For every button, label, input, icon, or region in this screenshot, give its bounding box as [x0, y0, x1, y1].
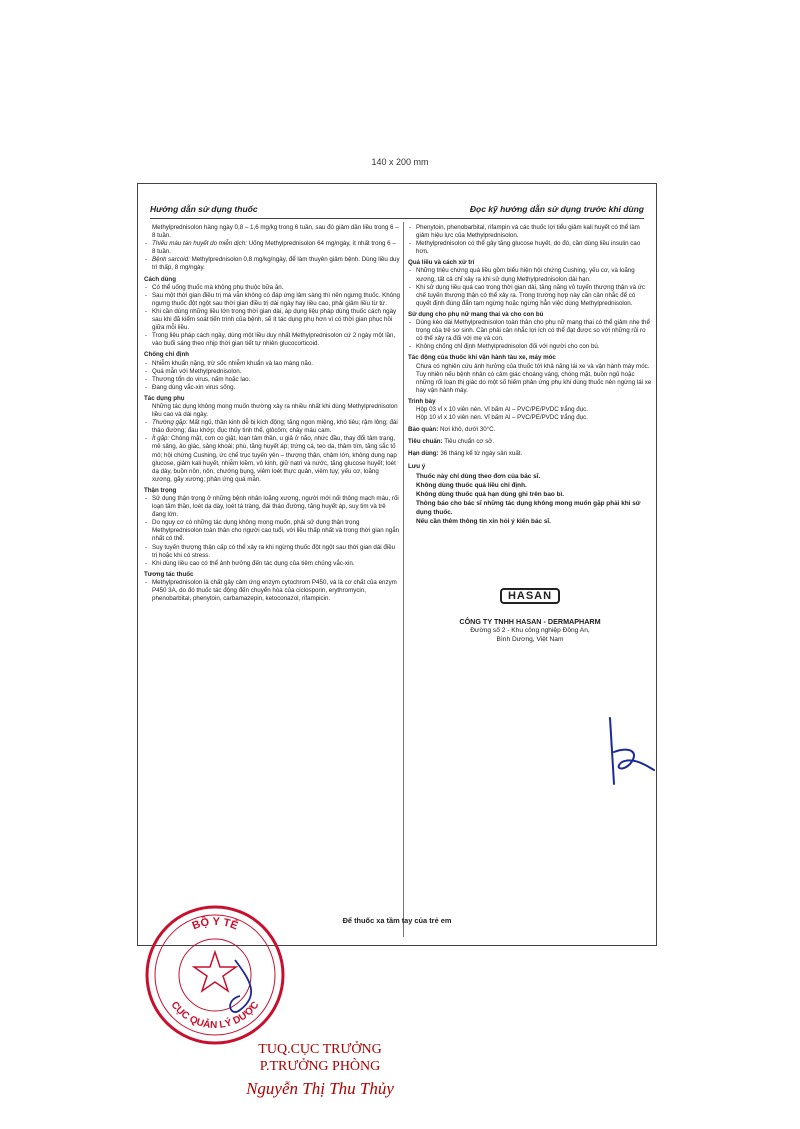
list-item: - Nhiễm khuẩn nặng, trừ sốc nhiễm khuẩn và lao màng não. — [144, 360, 400, 368]
side-effects-common-text: Mất ngủ, thần kinh dễ bị kích động; tăng ngon miệng, khó tiêu; rậm lông; đái tháo đường; đau khớp; đục thủy tinh thể, glôcôm; chảy máu cam. — [152, 419, 398, 435]
dose-tail: Methylprednisolon hàng ngày 0,8 – 1,6 mg/kg trong 6 tuần, sau đó giảm dần liều trong 6 – 8 tuần. — [152, 224, 399, 240]
leaflet-header — [150, 204, 644, 219]
standard-text: Tiêu chuẩn cơ sở. — [444, 438, 495, 446]
side-effects-common-label: Thường gặp: — [152, 419, 188, 427]
list-item: - Sau một thời gian điều trị mà vẫn không có đáp ứng lâm sàng thì nên ngưng thuốc. Không ngưng thuốc đột ngột sau thời gian điều trị dài ngày hay liều cao, phải giảm liều từ từ. — [144, 292, 400, 308]
section-title-notes: Lưu ý — [408, 463, 426, 471]
list-item: - Sử dụng thận trọng ở những bệnh nhân loãng xương, người mới nối thông mạch máu, rối loạn tâm thần, loét dạ dày, loét tá tràng, đái tháo đường, tăng huyết áp, suy tim và trẻ đang lớn. — [144, 495, 400, 519]
approval-subtitle: P.TRƯỞNG PHÒNG — [259, 1059, 381, 1074]
left-column — [144, 224, 400, 603]
side-effects-rare-text: Chóng mặt, cơn co giật, loạn tâm thần, u giả ở não, nhức đầu, thay đổi tâm trạng, mê sảng, ảo giác, sảng khoái; phù, tăng huyết áp; trứng cá, teo da, thâm tím, tăng sắc tố mô; hội chứng Cushing, ức chế trục tuyến yên – thượng thận, chậm lớn, không dung nạp glucose, giảm kali huyết, nhiễm kiềm, vô kinh, giữ natri và nước, tăng glucose huyết; loét dạ dày, buồn nôn, nôn, chướng bụng, viêm loét thực quản, viêm tụy; yếu cơ, loãng xương, gãy xương; phản ứng quá mẫn. — [152, 435, 397, 483]
section-title-contraindications: Chống chỉ định — [144, 351, 190, 359]
side-effects-intro: Những tác dụng không mong muốn thường xảy ra nhiều nhất khi dùng Methylprednisolon liều cao và dài ngày. — [152, 402, 398, 419]
list-item: - Trong liệu pháp cách ngày, dùng một liều duy nhất Methylprednisolon cứ 2 ngày một lần, vào buổi sáng theo nhịp thời gian tiết tự nhiên glucocorticoid. — [144, 332, 400, 348]
section-title-overdose: Quá liều và cách xử trí — [408, 259, 475, 267]
size-label: 140 x 200 mm — [371, 157, 429, 167]
expiry-label: Hạn dùng: — [408, 450, 439, 458]
section-title-packaging: Trình bày — [408, 397, 436, 405]
approver-name: Nguyễn Thị Thu Thủy — [246, 1079, 394, 1098]
note-line: Nếu cần thêm thông tin xin hỏi ý kiến bác sĩ. — [416, 517, 551, 525]
dose-item — [144, 256, 400, 272]
header-left-title: Hướng dẫn sử dụng thuốc — [150, 204, 258, 214]
packaging-line: Hộp 03 vỉ x 10 viên nén. Vỉ bấm Al – PVC/PE/PVDC trắng đục. — [416, 405, 588, 413]
company-address-line1: Đường số 2 - Khu công nghiệp Đồng An, — [470, 626, 590, 634]
packaging-line: Hộp 10 vỉ x 10 viên nén. Vỉ bấm Al – PVC/PE/PVDC trắng đục. — [416, 414, 588, 422]
dose-item-label: Thiếu máu tán huyết do miễn dịch: — [152, 240, 247, 248]
section-title-driving: Tác động của thuốc khi vận hành tàu xe, máy móc — [408, 354, 556, 362]
list-item: - Có thể uống thuốc mà không phụ thuộc bữa ăn. — [144, 284, 400, 292]
side-effects-rare — [144, 435, 400, 484]
section-title-caution: Thận trọng — [144, 486, 177, 494]
list-item: - Khi cần dùng những liều lớn trong thời gian dài, áp dụng liệu pháp dùng thuốc cách ngày sau khi đã kiểm soát tiến trình của bệnh, sẽ ít tác dụng phụ hơn vì có thời gian phục hồi giữa mỗi liều. — [144, 308, 400, 332]
company-name: CÔNG TY TNHH HASAN - DERMAPHARM — [459, 616, 601, 626]
note-line: Không dùng thuốc quá hạn dùng ghi trên bao bì. — [416, 490, 565, 498]
note-line: Thông báo cho bác sĩ những tác dụng không mong muốn gặp phải khi sử dụng thuốc. — [416, 499, 641, 516]
header-right-title: Đọc kỹ hướng dẫn sử dụng trước khi dùng — [469, 204, 644, 214]
standard — [408, 438, 652, 446]
dose-item-text: Uống Methylprednisolon 64 mg/ngày, ít nhất trong 6 – 8 tuần. — [152, 240, 396, 256]
driving-text: Chưa có nghiên cứu ảnh hưởng của thuốc tới khả năng lái xe và vận hành máy móc. Tuy nhiên nếu bệnh nhân có cảm giác choáng váng, chóng mặt, buồn ngủ hoặc những rối loạn thị giác do một số hiếm phản ứng phụ khi dùng thuốc nên ngừng lái xe hay vận hành máy. — [416, 362, 652, 394]
company-address-line2: Bình Dương, Việt Nam — [496, 635, 564, 643]
storage-label: Bảo quản: — [408, 426, 439, 434]
stamp-top-text: BỘ Y TẾ — [190, 915, 240, 933]
footer-warning: Để thuốc xa tầm tay của trẻ em — [342, 916, 452, 925]
side-effects-rare-label: Ít gặp: — [152, 435, 170, 443]
dose-item — [144, 240, 400, 256]
list-item: - Đang dùng vắc-xin virus sống. — [144, 384, 400, 392]
note-line: Không dùng thuốc quá liều chỉ định. — [416, 481, 527, 489]
list-item: - Do nguy cơ có những tác dụng không mong muốn, phải sử dụng thận trọng Methylprednisolon toàn thân cho người cao tuổi, với liều thấp nhất và trong thời gian ngắn nhất có thể. — [144, 519, 400, 543]
list-item: - Thương tổn do virus, nấm hoặc lao. — [144, 376, 400, 384]
list-item: - Methylprednisolon có thể gây tăng glucose huyết, do đó, cần dùng liều insulin cao hơn. — [408, 240, 652, 256]
list-item: - Không chống chỉ định Methylprednisolon đối với người cho con bú. — [408, 343, 652, 351]
expiry-text: 36 tháng kể từ ngày sản xuất. — [440, 450, 523, 458]
list-item: - Suy tuyến thượng thận cấp có thể xảy ra khi ngừng thuốc đột ngột sau thời gian dài điều trị hoặc khi có stress. — [144, 544, 400, 560]
side-effects-common — [144, 419, 400, 435]
list-item: - Dùng kéo dài Methylprednisolon toàn thân cho phụ nữ mang thai có thể giảm nhẹ thể trọng của trẻ sơ sinh. Cần phải cân nhắc lợi ích có thể đạt được so với những rủi ro có thể xảy ra đối với mẹ và con. — [408, 319, 652, 343]
dose-item-text: Methylprednisolon 0,8 mg/kg/ngày, để làm thuyên giảm bệnh. Dùng liều duy trì thấp, 8 mg/ngày. — [152, 256, 400, 272]
approval-title: TUQ.CỤC TRƯỞNG — [258, 1042, 382, 1057]
section-title-pregnancy: Sử dụng cho phụ nữ mang thai và cho con bú — [408, 310, 544, 318]
section-title-side-effects: Tác dụng phụ — [144, 394, 185, 402]
leaflet — [137, 183, 657, 946]
section-title-interactions: Tương tác thuốc — [144, 570, 194, 578]
section-title-admin: Cách dùng — [144, 275, 176, 283]
list-item: - Phenytoin, phenobarbital, rifampin và các thuốc lợi tiểu giảm kali huyết có thể làm giảm hiệu lực của Methylprednisolon. — [408, 224, 652, 240]
column-divider — [403, 222, 404, 937]
storage — [408, 426, 652, 434]
list-item: - Quá mẫn với Methylprednisolon. — [144, 368, 400, 376]
storage-text: Nơi khô, dưới 30°C. — [439, 426, 496, 434]
list-item: - Methylprednisolon là chất gây cảm ứng enzym cytochrom P450, và là cơ chất của enzym P450 3A, do đó thuốc tác động đến chuyển hóa của ciclosporin, erythromycin, phenobarbital, phenytoin, carbamazepin, ketoconazol, rifampicin. — [144, 579, 400, 603]
company-logo-text: HASAN — [500, 588, 560, 604]
stamp-bottom-text: CỤC QUẢN LÝ DƯỢC — [168, 999, 262, 1032]
note-line: Thuốc này chỉ dùng theo đơn của bác sĩ. — [416, 472, 541, 480]
standard-label: Tiêu chuẩn: — [408, 438, 443, 446]
list-item: - Những triệu chứng quá liều gồm biểu hiện hội chứng Cushing, yếu cơ, và loãng xương, tất cả chỉ xảy ra khi sử dụng Methylprednisolon dài hạn. — [408, 267, 652, 283]
signature-mark — [600, 712, 660, 792]
approval-block — [215, 1042, 425, 1099]
right-column — [408, 224, 652, 644]
official-stamp — [140, 900, 290, 1050]
list-item: - Khi sử dụng liều quá cao trong thời gian dài, tăng năng vỏ tuyến thượng thận và ức chế tuyến thượng thận có thể xảy ra. Trong trường hợp này cần cân nhắc để có quyết định đúng đắn tạm ngừng hoặc ngừng hẳn việc dùng Methylprednisolon. — [408, 284, 652, 308]
list-item: - Khi dùng liều cao có thể ảnh hưởng đến tác dụng của tiêm chủng vắc-xin. — [144, 560, 400, 568]
expiry — [408, 450, 652, 458]
company-logo — [408, 588, 652, 604]
dose-item-label: Bệnh sarcoid: — [152, 256, 190, 264]
